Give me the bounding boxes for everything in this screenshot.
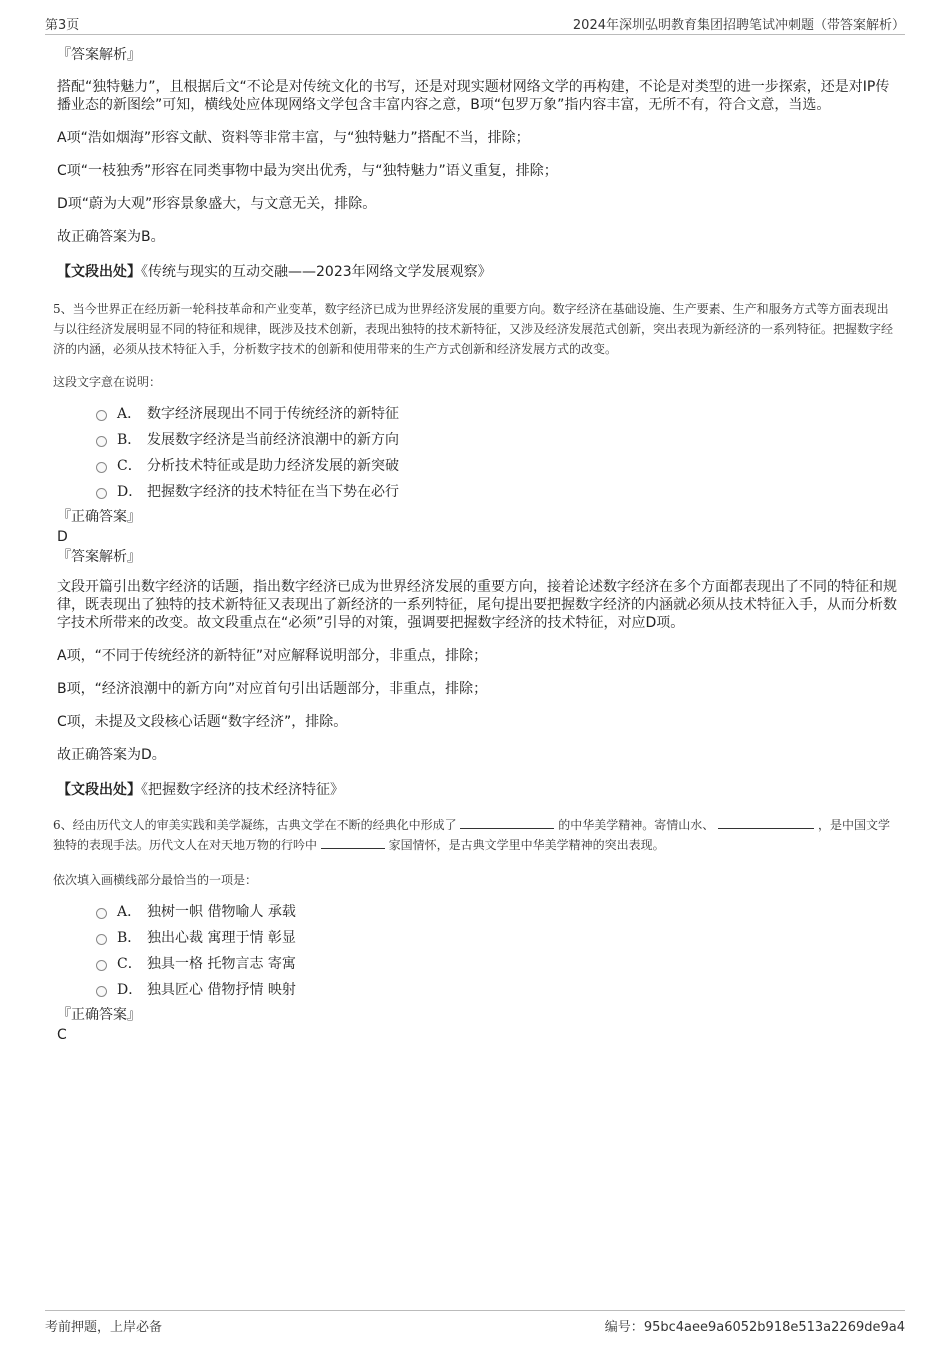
option-text: 发展数字经济是当前经济浪潮中的新方向 — [147, 432, 399, 448]
option-letter: B． — [117, 930, 142, 946]
q4-analysis-d: D项“蔚为大观”形容景象盛大，与文意无关，排除。 — [57, 196, 377, 212]
q6-options — [57, 898, 898, 1002]
answer-blank — [460, 816, 554, 829]
radio-icon[interactable] — [96, 960, 107, 971]
q5-source — [57, 779, 898, 799]
option-letter: D． — [117, 484, 143, 500]
answer-blank — [321, 836, 385, 849]
q4-source-tag: 【文段出处】 — [57, 264, 141, 280]
q6-stem — [53, 815, 898, 855]
q6-option-c[interactable] — [57, 950, 898, 976]
radio-icon[interactable] — [96, 934, 107, 945]
q5-analysis-label: 『答案解析』 — [57, 549, 141, 565]
q6-option-d[interactable] — [57, 976, 898, 1002]
answer-blank — [718, 816, 814, 829]
q5-option-d[interactable] — [57, 478, 898, 504]
option-letter: A． — [117, 406, 142, 422]
radio-icon[interactable] — [96, 462, 107, 473]
option-text: 独出心裁 寓理于情 彰显 — [147, 930, 296, 946]
option-letter: C． — [117, 458, 142, 474]
q4-analysis-label: 『答案解析』 — [57, 47, 141, 63]
q5-source-title: 《把握数字经济的技术经济特征》 — [141, 782, 344, 798]
q5-analysis-main: 文段开篇引出数字经济的话题，指出数字经济已成为世界经济发展的重要方向，接着论述数字经济在多个方面都表现出了不同的特征和规律，既表现出了独特的技术新特征又表现出了新经济的一系列特征，尾句提出要把握数字经济的内涵就必须从技术特征入手，从而分析数字技术所带来的改变。故文段重点在“必须”引导的对策，强调要把握数字经济的技术特征，对应D项。 — [57, 579, 897, 631]
footer-code-value: 95bc4aee9a6052b918e513a2269de9a4 — [643, 1320, 905, 1335]
option-letter: A． — [117, 904, 142, 920]
q6-stem-part-4: 家国情怀，是古典文学里中华美学精神的突出表现。 — [388, 838, 665, 852]
option-letter: B． — [117, 432, 142, 448]
page-number: 第3页 — [45, 18, 80, 33]
q5-stem: 5、当今世界正在经历新一轮科技革命和产业变革，数字经济已成为世界经济发展的重要方向。数字经济在基础设施、生产要素、生产和服务方式等方面表现出与以往经济发展明显不同的特征和规律，既涉及技术创新，表现出独特的技术新特征，又涉及经济发展范式创新，突出表现为新经济的一系列特征。把握数字经济的内涵，必须从技术特征入手，分析数字技术的创新和使用带来的生产方式创新和经济发展方式的改变。 — [53, 302, 894, 356]
radio-icon[interactable] — [96, 436, 107, 447]
q6-stem-part-1: 6、经由历代文人的审美实践和美学凝练，古典文学在不断的经典化中形成了 — [53, 818, 457, 832]
q5-answer-label: 『正确答案』 — [57, 509, 141, 525]
footer-code-label: 编号： — [604, 1320, 644, 1335]
option-letter: D． — [117, 982, 143, 998]
q6-option-a[interactable] — [57, 898, 898, 924]
option-letter: C． — [117, 956, 142, 972]
option-text: 把握数字经济的技术特征在当下势在必行 — [147, 484, 399, 500]
q6-answer: C — [57, 1027, 67, 1043]
q5-analysis-a: A项，“不同于传统经济的新特征”对应解释说明部分，非重点，排除； — [57, 648, 488, 664]
q6-option-b[interactable] — [57, 924, 898, 950]
option-text: 独树一帜 借物喻人 承载 — [147, 904, 296, 920]
q5-option-a[interactable] — [57, 400, 898, 426]
q5-analysis-b: B项，“经济浪潮中的新方向”对应首句引出话题部分，非重点，排除； — [57, 681, 488, 697]
q4-source — [57, 261, 898, 281]
footer-slogan: 考前押题，上岸必备 — [45, 1320, 163, 1335]
q5-source-tag: 【文段出处】 — [57, 782, 141, 798]
radio-icon[interactable] — [96, 908, 107, 919]
option-text: 分析技术特征或是助力经济发展的新突破 — [147, 458, 399, 474]
document-title: 2024年深圳弘明教育集团招聘笔试冲刺题（带答案解析） — [572, 18, 905, 33]
radio-icon[interactable] — [96, 410, 107, 421]
q5-analysis-c: C项，未提及文段核心话题“数字经济”，排除。 — [57, 714, 348, 730]
option-text: 独具一格 托物言志 寄寓 — [147, 956, 296, 972]
q5-option-b[interactable] — [57, 426, 898, 452]
q5-option-c[interactable] — [57, 452, 898, 478]
q6-stem-part-3: ，是中国文学独特的表现手法。历代文人在对天地万物的行吟中 — [53, 818, 890, 852]
q4-analysis-c: C项“一枝独秀”形容在同类事物中最为突出优秀，与“独特魅力”语义重复，排除； — [57, 163, 558, 179]
q5-conclusion: 故正确答案为D。 — [57, 747, 166, 763]
q6-prompt: 依次填入画横线部分最恰当的一项是： — [53, 873, 258, 887]
q4-source-title: 《传统与现实的互动交融——2023年网络文学发展观察》 — [141, 264, 492, 280]
q5-prompt: 这段文字意在说明： — [53, 375, 162, 389]
page-content — [53, 46, 898, 1044]
q5-answer: D — [57, 529, 68, 545]
q6-stem-part-2: 的中华美学精神。寄情山水、 — [558, 818, 715, 832]
option-text: 数字经济展现出不同于传统经济的新特征 — [147, 406, 399, 422]
q4-analysis-main: 搭配“独特魅力”，且根据后文“不论是对传统文化的书写，还是对现实题材网络文学的再构建，不论是对类型的进一步探索，还是对IP传播业态的新图绘”可知，横线处应体现网络文学包含丰富内容之意，B项“包罗万象”指内容丰富，无所不有，符合文意，当选。 — [57, 79, 890, 113]
q4-conclusion: 故正确答案为B。 — [57, 229, 165, 245]
page-header — [45, 14, 905, 35]
q6-answer-label: 『正确答案』 — [57, 1007, 141, 1023]
page-footer — [45, 1310, 905, 1335]
q4-analysis-a: A项“浩如烟海”形容文献、资料等非常丰富，与“独特魅力”搭配不当，排除； — [57, 130, 530, 146]
option-text: 独具匠心 借物抒情 映射 — [147, 982, 296, 998]
q5-options — [57, 400, 898, 504]
radio-icon[interactable] — [96, 488, 107, 499]
footer-code — [605, 1316, 905, 1335]
radio-icon[interactable] — [96, 986, 107, 997]
